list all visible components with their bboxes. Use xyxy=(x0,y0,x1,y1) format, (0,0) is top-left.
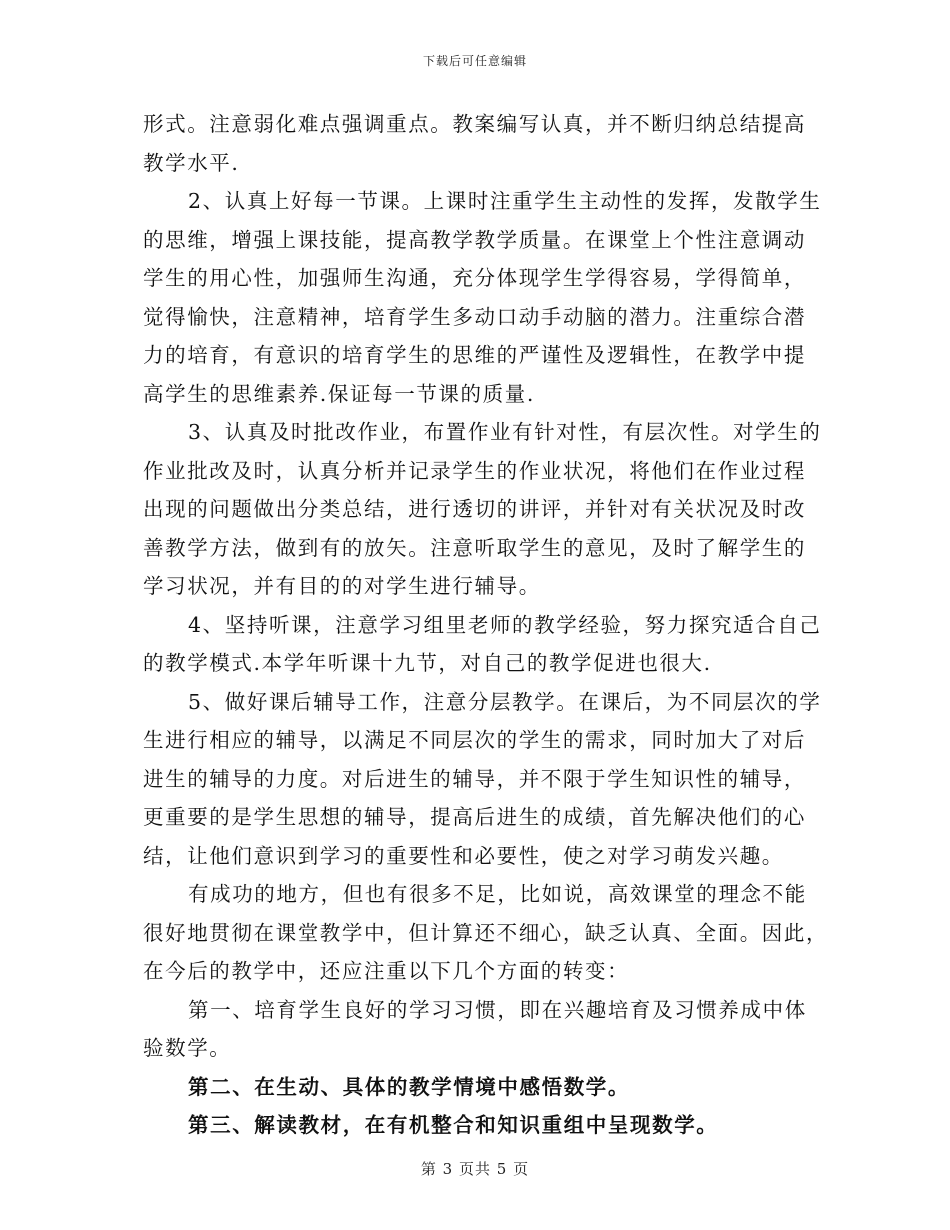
document-body xyxy=(143,105,829,1145)
text-line: 生进行相应的辅导，以满足不同层次的学生的需求，同时加大了对后 xyxy=(143,728,806,752)
page-header: 下载后可任意编辑 xyxy=(422,54,527,68)
text-line: 力的培育，有意识的培育学生的思维的严谨性及逻辑性，在教学中提 xyxy=(143,343,806,367)
text-line: 学生的用心性，加强师生沟通，充分体现学生学得容易，学得简单， xyxy=(143,266,806,290)
text-line: 进生的辅导的力度。对后进生的辅导，并不限于学生知识性的辅导， xyxy=(143,766,806,791)
text-line: 形式。注意弱化难点强调重点。教案编写认真，并不断归纳总结提高 xyxy=(143,112,806,136)
text-line: 学习状况，并有目的的对学生进行辅导。 xyxy=(143,574,541,598)
text-line: 结，让他们意识到学习的重要性和必要性，使之对学习萌发兴趣。 xyxy=(143,843,784,868)
text-line: 在今后的教学中，还应注重以下几个方面的转变： xyxy=(143,959,630,983)
bold-heading-line: 第三、解读教材，在有机整合和知识重组中呈现数学。 xyxy=(188,1113,719,1137)
paragraph-start-line: 4、坚持听课，注意学习组里老师的教学经验，努力探究适合自己 xyxy=(188,612,822,637)
text-line: 教学水平. xyxy=(143,150,240,175)
text-line: 很好地贯彻在课堂教学中，但计算还不细心，缺乏认真、全面。因此， xyxy=(143,920,829,945)
bold-heading-line: 第二、在生动、具体的教学情境中感悟数学。 xyxy=(188,1074,630,1099)
text-line: 的教学模式.本学年听课十九节，对自己的教学促进也很大. xyxy=(143,651,712,675)
text-line: 更重要的是学生思想的辅导，提高后进生的成绩，首先解决他们的心 xyxy=(143,805,806,829)
text-line: 验数学。 xyxy=(143,1036,232,1060)
text-line: 高学生的思维素养.保证每一节课的质量. xyxy=(143,381,535,406)
text-line: 作业批改及时，认真分析并记录学生的作业状况，将他们在作业过程 xyxy=(143,458,806,483)
page-number-footer: 第 3 页共 5 页 xyxy=(420,1160,530,1178)
paragraph-start-line: 有成功的地方，但也有很多不足，比如说，高效课堂的理念不能 xyxy=(188,882,807,906)
paragraph-start-line: 2、认真上好每一节课。上课时注重学生主动性的发挥，发散学生 xyxy=(188,189,822,213)
text-line: 的思维，增强上课技能，提高教学教学质量。在课堂上个性注意调动 xyxy=(143,227,806,252)
paragraph-start-line: 5、做好课后辅导工作，注意分层教学。在课后，为不同层次的学 xyxy=(188,689,822,714)
paragraph-start-line: 第一、培育学生良好的学习习惯，即在兴趣培育及习惯养成中体 xyxy=(188,997,807,1022)
paragraph-start-line: 3、认真及时批改作业，布置作业有针对性，有层次性。对学生的 xyxy=(188,420,822,444)
text-line: 觉得愉快，注意精神，培育学生多动口动手动脑的潜力。注重综合潜 xyxy=(143,304,806,329)
text-line: 善教学方法，做到有的放矢。注意听取学生的意见，及时了解学生的 xyxy=(143,535,806,560)
text-line: 出现的问题做出分类总结，进行透切的讲评，并针对有关状况及时改 xyxy=(143,497,806,521)
